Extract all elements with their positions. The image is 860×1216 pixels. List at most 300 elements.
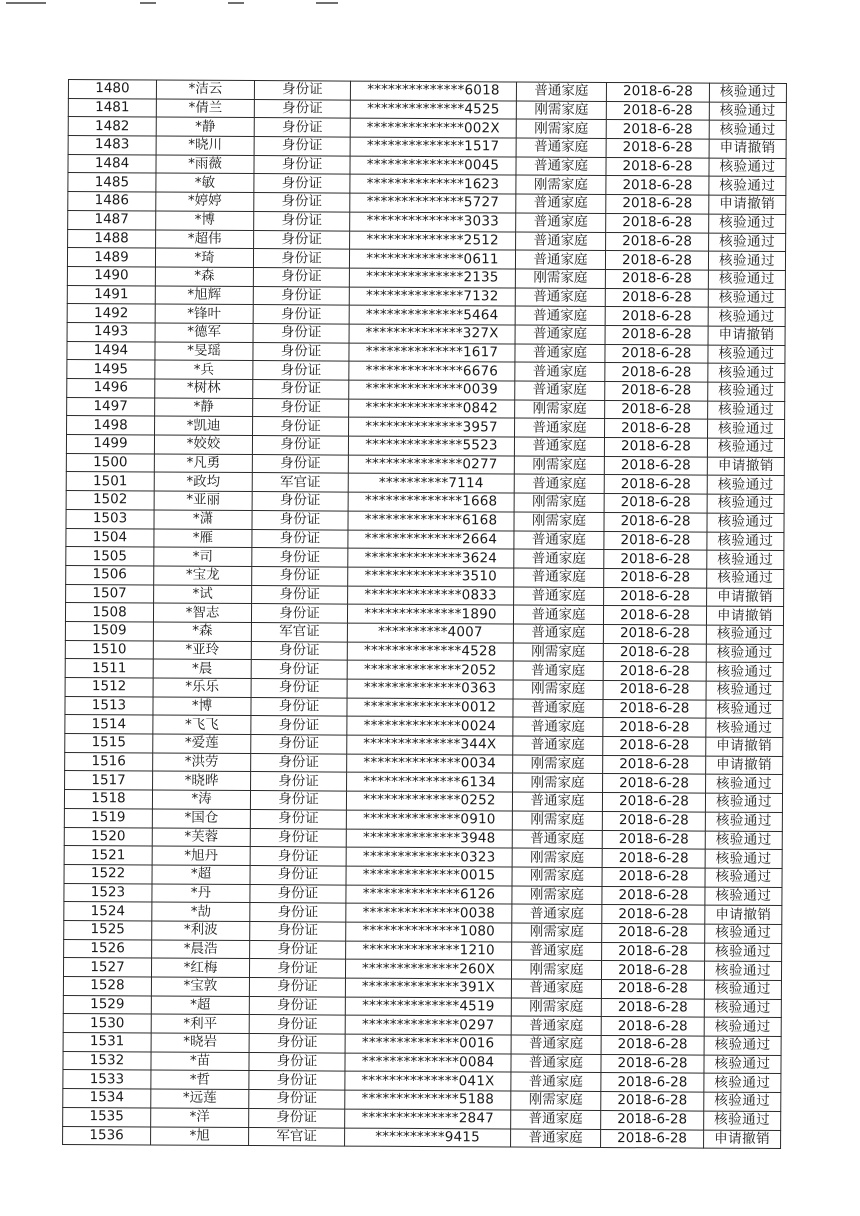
verification-status: 核验通过: [706, 681, 783, 700]
applicant-name: *德军: [155, 323, 253, 342]
household-type: 普通家庭: [515, 344, 605, 363]
verification-status: 核验通过: [707, 476, 784, 495]
row-number: 1497: [67, 397, 155, 416]
id-type: 身份证: [252, 585, 348, 604]
household-type: 普通家庭: [512, 904, 602, 923]
application-date: 2018-6-28: [602, 811, 705, 830]
id-type: 身份证: [251, 753, 347, 772]
application-date: 2018-6-28: [601, 1017, 704, 1036]
verification-status: 核验通过: [707, 569, 784, 588]
row-number: 1482: [68, 117, 156, 136]
household-type: 刚需家庭: [516, 119, 606, 138]
application-date: 2018-6-28: [605, 251, 708, 270]
application-date: 2018-6-28: [605, 363, 708, 382]
application-date: 2018-6-28: [601, 979, 704, 998]
id-number: **************0833: [348, 586, 514, 606]
applicant-name: *司: [154, 547, 252, 566]
id-type: 身份证: [254, 99, 350, 118]
verification-status: 核验通过: [708, 289, 785, 308]
id-type: 身份证: [251, 604, 347, 623]
id-number: **************0252: [346, 791, 512, 811]
application-date: 2018-6-28: [601, 1073, 704, 1092]
household-type: 普通家庭: [516, 194, 606, 213]
application-date: 2018-6-28: [601, 1092, 704, 1111]
household-type: 普通家庭: [511, 1016, 601, 1035]
id-type: 身份证: [253, 417, 349, 436]
application-date: 2018-6-28: [604, 475, 707, 494]
id-type: 身份证: [251, 716, 347, 735]
applicant-name: *锋叶: [155, 304, 253, 323]
id-type: 身份证: [249, 1090, 345, 1109]
id-type: 身份证: [251, 772, 347, 791]
household-type: 刚需家庭: [511, 998, 601, 1017]
applicant-name: *红梅: [151, 958, 249, 977]
application-date: 2018-6-28: [604, 550, 707, 569]
row-number: 1480: [68, 80, 156, 99]
application-date: 2018-6-28: [606, 101, 709, 120]
id-number: **************041X: [345, 1071, 511, 1091]
applicant-name: *爱莲: [153, 734, 251, 753]
household-type: 普通家庭: [511, 1072, 601, 1091]
household-type: 刚需家庭: [513, 773, 603, 792]
verification-status: 核验通过: [704, 1036, 781, 1055]
applicant-name: *倩兰: [156, 99, 254, 118]
applicant-name: *雨薇: [156, 155, 254, 174]
application-date: 2018-6-28: [601, 1110, 704, 1129]
verification-status: 核验通过: [708, 419, 785, 438]
verification-status: 核验通过: [704, 1111, 781, 1130]
id-type: 身份证: [249, 978, 345, 997]
id-type: 身份证: [250, 903, 346, 922]
household-type: 刚需家庭: [512, 886, 602, 905]
application-date: 2018-6-28: [602, 942, 705, 961]
applicant-name: *利波: [152, 921, 250, 940]
verification-status: 核验通过: [709, 158, 786, 177]
applicant-name: *晨浩: [152, 940, 250, 959]
id-number: **************6018: [350, 81, 516, 101]
id-type: 身份证: [253, 286, 349, 305]
household-type: 刚需家庭: [511, 960, 601, 979]
id-number: **************0034: [347, 754, 513, 774]
id-number: **************1080: [346, 922, 512, 942]
applicant-name: *姣姣: [154, 435, 252, 454]
applicant-name: *博: [156, 211, 254, 230]
household-type: 普通家庭: [515, 325, 605, 344]
row-number: 1533: [63, 1070, 151, 1089]
row-number: 1509: [65, 621, 153, 640]
application-date: 2018-6-28: [604, 456, 707, 475]
household-type: 普通家庭: [516, 138, 606, 157]
application-date: 2018-6-28: [603, 699, 706, 718]
id-type: 身份证: [249, 1052, 345, 1071]
row-number: 1505: [66, 547, 154, 566]
id-number: **************344X: [347, 735, 513, 755]
applicant-name: *晓晔: [153, 771, 251, 790]
application-date: 2018-6-28: [604, 494, 707, 513]
application-date: 2018-6-28: [603, 737, 706, 756]
row-number: 1502: [66, 491, 154, 510]
id-number: **************2135: [349, 268, 515, 288]
row-number: 1517: [65, 771, 153, 790]
applicant-name: *敏: [156, 173, 254, 192]
row-number: 1525: [64, 920, 152, 939]
id-type: 身份证: [252, 566, 348, 585]
application-date: 2018-6-28: [604, 512, 707, 531]
applicant-name: *凯迪: [155, 416, 253, 435]
household-type: 普通家庭: [515, 418, 605, 437]
applicant-name: *森: [155, 267, 253, 286]
verification-status: 申请撤销: [709, 195, 786, 214]
household-type: 普通家庭: [516, 157, 606, 176]
application-date: 2018-6-28: [602, 923, 705, 942]
id-number: **************0910: [346, 810, 512, 830]
verification-status: 核验通过: [705, 943, 782, 962]
row-number: 1510: [65, 640, 153, 659]
household-type: 普通家庭: [511, 1128, 601, 1147]
application-date: 2018-6-28: [604, 438, 707, 457]
row-number: 1536: [63, 1126, 151, 1145]
row-number: 1514: [65, 715, 153, 734]
verification-status: 核验通过: [705, 849, 782, 868]
verification-status: 申请撤销: [705, 905, 782, 924]
applicant-name: *婷婷: [156, 192, 254, 211]
id-number: **************2512: [350, 231, 516, 251]
application-date: 2018-6-28: [604, 531, 707, 550]
id-number: **************5523: [348, 436, 514, 456]
household-type: 普通家庭: [515, 362, 605, 381]
applicant-name: *飞飞: [153, 715, 251, 734]
row-number: 1524: [64, 902, 152, 921]
household-type: 刚需家庭: [516, 101, 606, 120]
id-type: 身份证: [254, 230, 350, 249]
household-type: 普通家庭: [515, 381, 605, 400]
row-number: 1512: [65, 677, 153, 696]
row-number: 1521: [64, 846, 152, 865]
row-number: 1535: [63, 1107, 151, 1126]
id-number: **************4519: [345, 997, 511, 1017]
verification-status: 核验通过: [704, 1017, 781, 1036]
verification-status: 核验通过: [704, 980, 781, 999]
applicant-name: *旭丹: [152, 846, 250, 865]
row-number: 1528: [63, 976, 151, 995]
application-date: 2018-6-28: [601, 961, 704, 980]
row-number: 1506: [66, 565, 154, 584]
row-number: 1481: [68, 98, 156, 117]
household-type: 刚需家庭: [516, 175, 606, 194]
verification-status: 核验通过: [707, 550, 784, 569]
id-number: **************0012: [347, 698, 513, 718]
row-number: 1488: [68, 229, 156, 248]
application-date: 2018-6-28: [601, 1054, 704, 1073]
application-date: 2018-6-28: [601, 998, 704, 1017]
verification-status: 核验通过: [708, 401, 785, 420]
id-number: **************1210: [346, 941, 512, 961]
id-type: 军官证: [251, 622, 347, 641]
verification-status: 核验通过: [706, 700, 783, 719]
application-date: 2018-6-28: [603, 774, 706, 793]
id-number: **************3948: [346, 829, 512, 849]
row-number: 1495: [67, 360, 155, 379]
row-number: 1527: [63, 958, 151, 977]
household-type: 普通家庭: [513, 736, 603, 755]
id-type: 身份证: [252, 454, 348, 473]
verification-status: 核验通过: [705, 831, 782, 850]
id-number: **************6676: [349, 361, 515, 381]
verification-status: 核验通过: [708, 251, 785, 270]
id-number: **************6168: [348, 511, 514, 531]
id-number: **************1890: [347, 604, 513, 624]
row-number: 1493: [67, 322, 155, 341]
row-number: 1484: [68, 154, 156, 173]
id-type: 身份证: [254, 81, 350, 100]
id-number: **********7114: [348, 474, 514, 494]
application-date: 2018-6-28: [601, 1129, 704, 1148]
applicant-name: *远莲: [151, 1089, 249, 1108]
row-number: 1515: [65, 734, 153, 753]
household-type: 普通家庭: [513, 717, 603, 736]
verification-status: 核验通过: [705, 868, 782, 887]
id-number: **************0084: [345, 1053, 511, 1073]
id-type: 身份证: [252, 492, 348, 511]
id-number: **************4528: [347, 642, 513, 662]
scan-edge-mark: [316, 2, 338, 4]
applicant-name: *洁云: [156, 80, 254, 99]
row-number: 1487: [68, 210, 156, 229]
id-type: 军官证: [249, 1127, 345, 1146]
applicant-name: *晓川: [156, 136, 254, 155]
verification-status: 核验通过: [707, 494, 784, 513]
household-type: 普通家庭: [513, 605, 603, 624]
applicant-name: *超: [151, 996, 249, 1015]
applicant-name: *丹: [152, 884, 250, 903]
verification-status: 核验通过: [708, 345, 785, 364]
id-type: 身份证: [249, 996, 345, 1015]
application-date: 2018-6-28: [605, 382, 708, 401]
scan-edge-mark: [6, 2, 46, 4]
verification-status: 核验通过: [704, 1055, 781, 1074]
household-type: 普通家庭: [511, 1110, 601, 1129]
household-type: 普通家庭: [515, 250, 605, 269]
verification-status: 申请撤销: [707, 588, 784, 607]
id-number: **************3957: [349, 417, 515, 437]
household-type: 普通家庭: [515, 306, 605, 325]
row-number: 1499: [66, 435, 154, 454]
application-date: 2018-6-28: [603, 755, 706, 774]
application-date: 2018-6-28: [603, 718, 706, 737]
applicant-name: *兵: [155, 360, 253, 379]
application-date: 2018-6-28: [604, 568, 707, 587]
id-number: **************2847: [345, 1109, 511, 1129]
application-date: 2018-6-28: [606, 213, 709, 232]
row-number: 1530: [63, 1014, 151, 1033]
id-number: **********9415: [345, 1128, 511, 1148]
verification-status: 核验通过: [708, 382, 785, 401]
verification-status: 核验通过: [707, 438, 784, 457]
verification-status: 核验通过: [705, 887, 782, 906]
row-number: 1516: [65, 752, 153, 771]
id-number: **************0842: [349, 399, 515, 419]
applicant-name: *旭辉: [155, 286, 253, 305]
applicant-name: *洪劳: [153, 753, 251, 772]
applicant-name: *旭: [151, 1126, 249, 1145]
scan-edge-mark: [228, 2, 244, 4]
id-type: 身份证: [250, 940, 346, 959]
applicant-name: *静: [155, 398, 253, 417]
household-type: 普通家庭: [511, 979, 601, 998]
id-type: 身份证: [250, 921, 346, 940]
id-type: 身份证: [250, 791, 346, 810]
application-date: 2018-6-28: [603, 680, 706, 699]
verification-status: 申请撤销: [709, 139, 786, 158]
application-date: 2018-6-28: [603, 662, 706, 681]
household-type: 普通家庭: [514, 568, 604, 587]
id-type: 身份证: [252, 436, 348, 455]
application-date: 2018-6-28: [605, 325, 708, 344]
applicant-name: *宝龙: [154, 566, 252, 585]
row-number: 1503: [66, 509, 154, 528]
id-number: **************3033: [350, 212, 516, 232]
verification-status: 核验通过: [705, 924, 782, 943]
id-type: 身份证: [253, 323, 349, 342]
application-date: 2018-6-28: [603, 643, 706, 662]
verification-status: 申请撤销: [706, 737, 783, 756]
household-type: 普通家庭: [512, 829, 602, 848]
row-number: 1494: [67, 341, 155, 360]
id-type: 身份证: [254, 211, 350, 230]
id-type: 身份证: [250, 884, 346, 903]
row-number: 1520: [64, 827, 152, 846]
verification-status: 核验通过: [709, 120, 786, 139]
applicant-name: *超伟: [156, 229, 254, 248]
verification-status: 核验通过: [706, 662, 783, 681]
household-type: 普通家庭: [514, 587, 604, 606]
verification-status: 核验通过: [709, 214, 786, 233]
household-type: 刚需家庭: [514, 493, 604, 512]
application-date: 2018-6-28: [606, 120, 709, 139]
id-type: 身份证: [251, 660, 347, 679]
household-type: 普通家庭: [515, 288, 605, 307]
applicant-name: *旻瑶: [155, 342, 253, 361]
application-date: 2018-6-28: [604, 587, 707, 606]
household-type: 普通家庭: [512, 942, 602, 961]
id-type: 身份证: [250, 865, 346, 884]
verification-status: 核验通过: [707, 532, 784, 551]
application-date: 2018-6-28: [602, 849, 705, 868]
household-type: 刚需家庭: [512, 811, 602, 830]
id-type: 身份证: [254, 137, 350, 156]
id-number: **************391X: [345, 978, 511, 998]
row-number: 1489: [67, 248, 155, 267]
row-number: 1483: [68, 136, 156, 155]
id-number: **************5727: [350, 193, 516, 213]
id-type: 身份证: [253, 267, 349, 286]
verification-status: 核验通过: [705, 812, 782, 831]
id-type: 身份证: [251, 735, 347, 754]
verification-status: 核验通过: [707, 513, 784, 532]
id-number: **************4525: [350, 100, 516, 120]
applicant-name: *晨: [153, 659, 251, 678]
application-date: 2018-6-28: [605, 307, 708, 326]
roster-sheet: [62, 79, 786, 1149]
household-type: 普通家庭: [512, 792, 602, 811]
id-type: 身份证: [254, 193, 350, 212]
row-number: 1507: [66, 584, 154, 603]
applicant-name: *苗: [151, 1052, 249, 1071]
id-number: **************0363: [347, 679, 513, 699]
row-number: 1532: [63, 1051, 151, 1070]
applicant-name: *政均: [154, 472, 252, 491]
id-type: 身份证: [252, 529, 348, 548]
roster-body: [63, 80, 787, 1149]
application-date: 2018-6-28: [603, 624, 706, 643]
verification-status: 核验通过: [706, 775, 783, 794]
id-number: **************002X: [350, 118, 516, 138]
household-type: 刚需家庭: [514, 512, 604, 531]
id-type: 身份证: [253, 398, 349, 417]
application-date: 2018-6-28: [606, 139, 709, 158]
id-type: 身份证: [253, 380, 349, 399]
id-number: **************6134: [347, 773, 513, 793]
verification-status: 核验通过: [709, 102, 786, 121]
household-type: 普通家庭: [513, 624, 603, 643]
id-number: **************5464: [349, 305, 515, 325]
applicant-name: *晓岩: [151, 1033, 249, 1052]
verification-status: 核验通过: [704, 1092, 781, 1111]
row-number: 1501: [66, 472, 154, 491]
applicant-name: *宝敦: [151, 977, 249, 996]
id-number: **************0611: [349, 249, 515, 269]
verification-status: 核验通过: [708, 270, 785, 289]
household-type: 刚需家庭: [514, 456, 604, 475]
applicant-name: *凡勇: [154, 454, 252, 473]
id-type: 身份证: [250, 847, 346, 866]
household-type: 普通家庭: [514, 437, 604, 456]
id-number: **************6126: [346, 885, 512, 905]
id-type: 身份证: [254, 118, 350, 137]
id-type: 身份证: [253, 361, 349, 380]
household-type: 普通家庭: [511, 1054, 601, 1073]
applicant-name: *试: [154, 585, 252, 604]
id-number: **************0024: [347, 716, 513, 736]
application-date: 2018-6-28: [602, 886, 705, 905]
verification-status: 核验通过: [708, 363, 785, 382]
id-number: **********4007: [347, 623, 513, 643]
row-number: 1498: [67, 416, 155, 435]
row-number: 1491: [67, 285, 155, 304]
application-date: 2018-6-28: [602, 793, 705, 812]
applicant-name: *涛: [152, 790, 250, 809]
verification-status: 核验通过: [708, 307, 785, 326]
id-number: **************0015: [346, 866, 512, 886]
id-number: **************1617: [349, 343, 515, 363]
row-number: 1511: [65, 659, 153, 678]
application-date: 2018-6-28: [602, 867, 705, 886]
application-date: 2018-6-28: [606, 157, 709, 176]
household-type: 刚需家庭: [513, 680, 603, 699]
row-number: 1486: [68, 192, 156, 211]
id-number: **************7132: [349, 287, 515, 307]
id-number: **************1517: [350, 137, 516, 157]
applicant-name: *潇: [154, 510, 252, 529]
application-date: 2018-6-28: [605, 400, 708, 419]
id-number: **************0323: [346, 847, 512, 867]
household-type: 普通家庭: [511, 1035, 601, 1054]
household-type: 普通家庭: [513, 699, 603, 718]
application-date: 2018-6-28: [606, 195, 709, 214]
row-number: 1531: [63, 1033, 151, 1052]
id-number: **************3510: [348, 567, 514, 587]
application-date: 2018-6-28: [601, 1036, 704, 1055]
